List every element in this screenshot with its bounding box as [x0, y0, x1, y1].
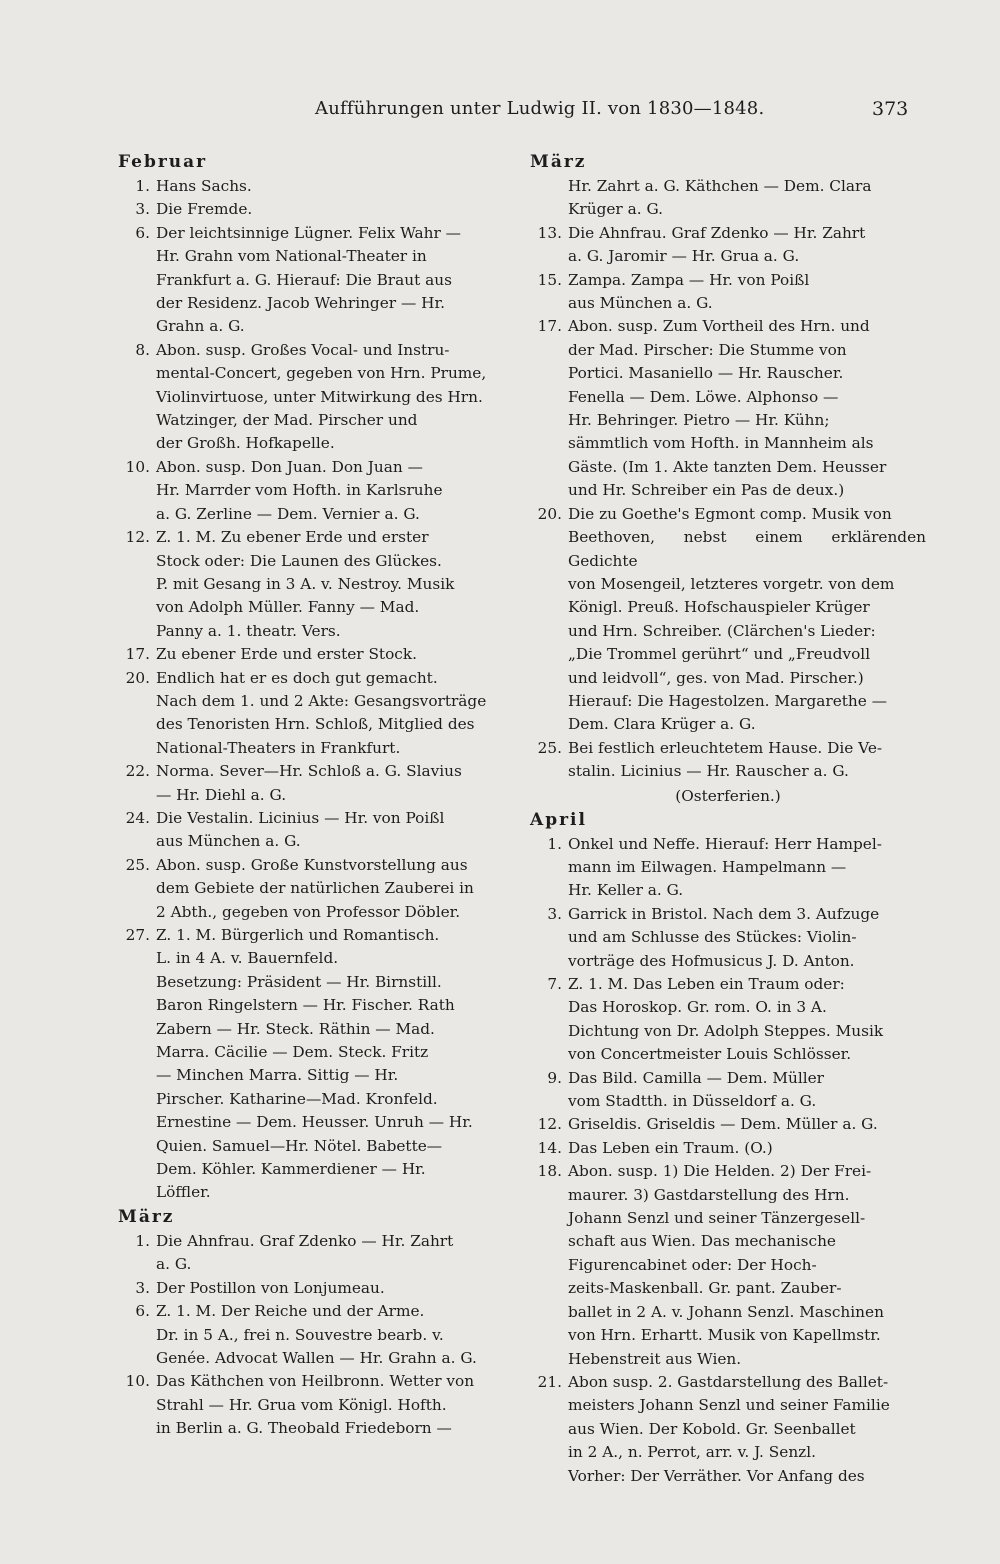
entry-day: 3.	[135, 1278, 150, 1297]
entry-day: 1.	[547, 834, 562, 853]
performance-entry	[530, 1067, 926, 1114]
entry-text: Hans Sachs.	[156, 177, 252, 195]
entry-text: Abon. susp. 1) Die Helden. 2) Der Frei- maurer. 3) Gastdarstellung des Hrn. Johann Senzl und seiner Tänzergesell- schaft aus Wien. Das mechanische Figurencabinet oder: Der Hoch- zeits-Maskenball. Gr. pant. Zauber- ballet in 2 A. v. Johann Senzl. Maschinen von Hrn. Erhartt. Musik von Kapellmstr. Hebenstreit aus Wien.	[568, 1162, 884, 1368]
performance-entry	[530, 269, 926, 316]
entry-text: Das Bild. Camilla — Dem. Müller vom Stadtth. in Düsseldorf a. G.	[568, 1068, 824, 1111]
performance-entry	[530, 175, 926, 222]
performance-entry	[118, 924, 510, 1205]
month-heading: April	[530, 809, 587, 830]
performance-entry	[530, 973, 926, 1067]
month-heading: März	[118, 1206, 175, 1227]
performance-entry	[118, 175, 510, 198]
entry-text: Die Ahnfrau. Graf Zdenko — Hr. Zahrt a. G. Jaromir — Hr. Grua a. G.	[568, 223, 866, 266]
entry-text: Griseldis. Griseldis — Dem. Müller a. G.	[568, 1115, 878, 1134]
entry-day: 12.	[537, 1115, 562, 1134]
entry-text: Bei festlich erleuchtetem Hause. Die Ve- stalin. Licinius — Hr. Rauscher a. G.	[568, 738, 883, 781]
entry-day: 18.	[537, 1162, 562, 1181]
entry-text: Zampa. Zampa — Hr. von Poißl aus München a. G.	[568, 270, 810, 313]
entry-day: 21.	[537, 1372, 562, 1391]
entry-text: Die Fremde.	[156, 200, 253, 219]
performance-entry	[118, 807, 510, 854]
entry-text: Die Vestalin. Licinius — Hr. von Poißl aus München a. G.	[156, 808, 445, 851]
entry-day: 15.	[537, 270, 562, 289]
performance-entry	[118, 339, 510, 456]
performance-entry	[118, 1300, 510, 1370]
entry-day: 6.	[135, 223, 150, 242]
performance-entry	[118, 1230, 510, 1277]
entry-text: Z. 1. M. Zu ebener Erde und erster Stock oder: Die Launen des Glückes. P. mit Gesang in 3 A. v. Nestroy. Musik von Adolph Müller. Fanny — Mad. Panny a. 1. theatr. Vers.	[156, 528, 455, 640]
performance-entry	[118, 1370, 510, 1440]
section-note: (Osterferien.)	[675, 786, 781, 805]
entry-text: Das Leben ein Traum. (O.)	[568, 1138, 773, 1157]
entry-day: 17.	[537, 317, 562, 336]
entry-day: 13.	[537, 223, 562, 242]
entry-day: 25.	[537, 738, 562, 757]
entry-day: 3.	[547, 904, 562, 923]
performance-entry	[118, 198, 510, 221]
performance-entry	[118, 1277, 510, 1300]
performance-entry	[118, 526, 510, 643]
entry-text: Das Käthchen von Heilbronn. Wetter von Strahl — Hr. Grua vom Königl. Hofth. in Berlin a. G. Theobald Friedeborn —	[156, 1372, 475, 1438]
entry-day: 7.	[547, 975, 562, 993]
entry-text: Die Ahnfrau. Graf Zdenko — Hr. Zahrt a. G.	[156, 1231, 454, 1274]
entry-day: 1.	[135, 1231, 150, 1250]
entry-text: Z. 1. M. Bürgerlich und Romantisch. L. in 4 A. v. Bauernfeld. Besetzung: Präsident — Hr. Birnstill. Baron Ringelstern — Hr. Fischer. Rath Zabern — Hr. Steck. Räthin — Mad. Marra. Cäcilie — Dem. Steck. Fritz — Minchen Marra. Sittig — Hr. Pirscher. Katharine—Mad. Kronfeld. Ernestine — Dem. Heusser. Unruh — Hr. Quien. Samuel—Hr. Nötel. Babette— Dem. Köhler. Kammerdiener — Hr. Löffler.	[156, 926, 473, 1202]
entry-day: 1.	[135, 177, 150, 195]
performance-entry	[118, 643, 510, 666]
performance-entry	[530, 833, 926, 903]
entry-text: Garrick in Bristol. Nach dem 3. Aufzuge und am Schlusse des Stückes: Violin- vorträge des Hofmusicus J. D. Anton.	[568, 904, 880, 970]
entry-text: Der leichtsinnige Lügner. Felix Wahr — Hr. Grahn vom National-Theater in Frankfurt a. G. Hierauf: Die Braut aus der Residenz. Jacob Wehringer — Hr. Grahn a. G.	[156, 223, 461, 336]
right-column	[530, 150, 926, 1488]
entry-text: Die zu Goethe's Egmont comp. Musik von Beethoven, nebst einem erklärenden Gedichte von Mosengeil, letzteres vorgetr. von dem Königl. Preuß. Hofschauspieler Krüger und Hrn. Schreiber. (Clärchen's Lieder: „Die Trommel gerührt“ und „Freudvoll und leidvoll“, ges. von Mad. Pirscher.) Hierauf: Die Hagestolzen. Margarethe — Dem. Clara Krüger a. G.	[568, 504, 926, 734]
performance-entry	[118, 667, 510, 761]
month-heading: März	[530, 152, 587, 172]
performance-entry	[530, 315, 926, 502]
performance-entry	[118, 854, 510, 924]
performance-entry	[118, 222, 510, 339]
performance-entry	[118, 456, 510, 526]
entry-day: 20.	[537, 504, 562, 523]
entry-text: Z. 1. M. Das Leben ein Traum oder: Das Horoskop. Gr. rom. O. in 3 A. Dichtung von Dr. Adolph Steppes. Musik von Concertmeister Louis Schlösser.	[568, 975, 884, 1064]
entry-text: Abon. susp. Don Juan. Don Juan — Hr. Marrder vom Hofth. in Karlsruhe a. G. Zerline — Dem. Vernier a. G.	[156, 457, 443, 523]
entry-text: Der Postillon von Lonjumeau.	[156, 1278, 385, 1297]
entry-day: 17.	[125, 645, 150, 664]
entry-day: 10.	[125, 1372, 150, 1391]
entry-day: 25.	[125, 855, 150, 874]
performance-entry	[530, 1160, 926, 1371]
entry-text: Zu ebener Erde und erster Stock.	[156, 645, 417, 664]
entry-text: Abon. susp. Zum Vortheil des Hrn. und der Mad. Pirscher: Die Stumme von Portici. Masaniello — Hr. Rauscher. Fenella — Dem. Löwe. Alphonso — Hr. Behringer. Pietro — Hr. Kühn; sämmtlich vom Hofth. in Mannheim als Gäste. (Im 1. Akte tanzten Dem. Heusser und Hr. Schreiber ein Pas de deux.)	[568, 317, 887, 500]
performance-entry	[530, 1137, 926, 1160]
entry-text: Abon. susp. Großes Vocal- und Instru- mental-Concert, gegeben von Hrn. Prume, Violinvirtuose, unter Mitwirkung des Hrn. Watzinger, der Mad. Pirscher und der Großh. Hofkapelle.	[156, 340, 487, 453]
entry-day: 12.	[125, 528, 150, 547]
performance-entry	[530, 503, 926, 737]
entry-text: Norma. Sever—Hr. Schloß a. G. Slavius — Hr. Diehl a. G.	[156, 762, 462, 804]
entry-day: 22.	[125, 762, 150, 781]
performance-entry	[118, 760, 510, 807]
entry-day: 6.	[135, 1302, 150, 1321]
entry-text: Abon. susp. Große Kunstvorstellung aus dem Gebiete der natürlichen Zauberei in 2 Abth., gegeben von Professor Döbler.	[156, 855, 474, 921]
entry-day: 27.	[125, 926, 150, 944]
entry-text: Z. 1. M. Der Reiche und der Arme. Dr. in 5 A., frei n. Souvestre bearb. v. Genée. Advocat Wallen — Hr. Grahn a. G.	[156, 1302, 477, 1367]
left-column	[118, 150, 510, 1441]
entry-day: 10.	[125, 457, 150, 476]
entry-day: 20.	[125, 668, 150, 687]
entry-day: 24.	[125, 808, 150, 827]
entry-text: Onkel und Neffe. Hierauf: Herr Hampel- mann im Eilwagen. Hampelmann — Hr. Keller a. G.	[568, 834, 882, 900]
performance-entry	[530, 1113, 926, 1136]
entry-text: Endlich hat er es doch gut gemacht. Nach dem 1. und 2 Akte: Gesangsvorträge des Tenoristen Hrn. Schloß, Mitglied des National-Theaters in Frankfurt.	[156, 668, 487, 757]
performance-entry	[530, 1371, 926, 1488]
page-number: 373	[872, 98, 909, 120]
running-header	[0, 98, 1000, 132]
entry-text: Abon susp. 2. Gastdarstellung des Ballet- meisters Johann Senzl und seiner Familie aus Wien. Der Kobold. Gr. Seenballet in 2 A., n. Perrot, arr. v. J. Senzl. Vorher: Der Verräther. Vor Anfang des	[568, 1372, 890, 1485]
entry-day: 14.	[537, 1138, 562, 1157]
entry-day: 8.	[135, 340, 150, 359]
entry-day: 3.	[135, 200, 150, 219]
running-title: Aufführungen unter Ludwig II. von 1830—1848.	[315, 98, 765, 119]
entry-day: 9.	[547, 1068, 562, 1087]
performance-entry	[530, 737, 926, 784]
entry-text: Hr. Zahrt a. G. Käthchen — Dem. Clara Krüger a. G.	[568, 177, 872, 219]
performance-entry	[530, 222, 926, 269]
month-heading: Februar	[118, 152, 208, 172]
performance-entry	[530, 903, 926, 973]
